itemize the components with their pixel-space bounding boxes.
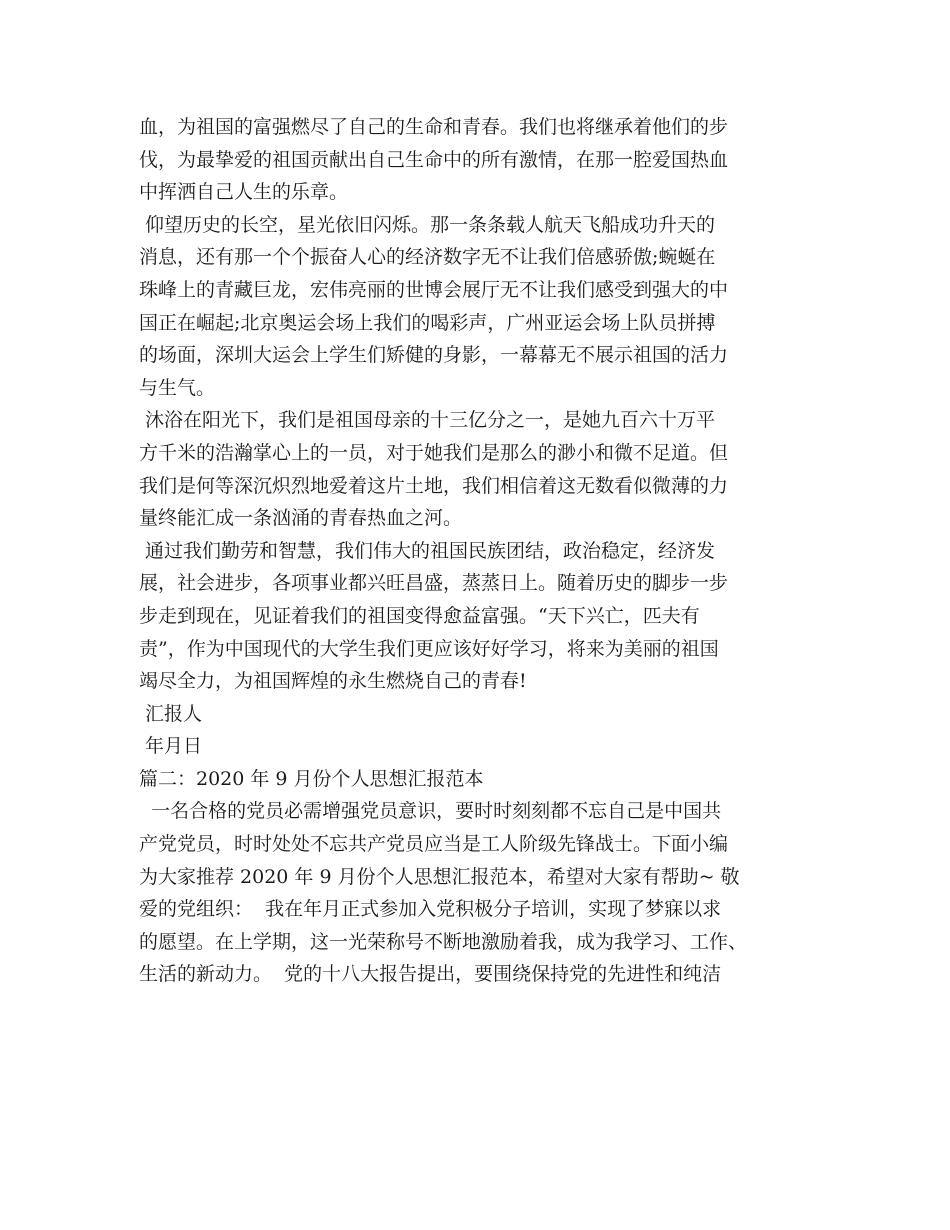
text-line: 的愿望。在上学期，这一光荣称号不断地激励着我，成为我学习、工作、 xyxy=(139,930,748,953)
date-label: 年月日 xyxy=(139,735,203,758)
text-line: 责”，作为中国现代的大学生我们更应该好好学习，将来为美丽的祖国 xyxy=(139,637,719,660)
signature-label: 汇报人 xyxy=(139,702,203,725)
text-line: 通过我们勤劳和智慧，我们伟大的祖国民族团结，政治稳定，经济发 xyxy=(139,539,716,562)
text-line: 中挥洒自己人生的乐章。 xyxy=(139,181,349,204)
text-line: 伐，为最挚爱的祖国贡献出自己生命中的所有激情，在那一腔爱国热血 xyxy=(139,148,729,171)
text-line: 国正在崛起;北京奥运会场上我们的喝彩声，广州亚运会场上队员拼搏 xyxy=(139,311,716,334)
text-line: 步走到现在，见证着我们的祖国变得愈益富强。“天下兴亡，匹夫有 xyxy=(139,604,700,627)
text-line: 量终能汇成一条汹涌的青春热血之河。 xyxy=(139,507,463,530)
text-line: 血，为祖国的富强燃尽了自己的生命和青春。我们也将继承着他们的步 xyxy=(139,116,729,138)
text-line: 我们是何等深沉炽烈地爱着这片土地，我们相信着这无数看似微薄的力 xyxy=(139,474,729,497)
document-body xyxy=(139,111,819,991)
text-line: 珠峰上的青藏巨龙，宏伟亮丽的世博会展厅无不让我们感受到强大的中 xyxy=(139,278,729,301)
text-line: 消息，还有那一个个振奋人心的经济数字无不让我们倍感骄傲;蜿蜒在 xyxy=(139,246,716,269)
text-line: 的场面，深圳大运会上学生们矫健的身影，一幕幕无不展示祖国的活力 xyxy=(139,344,729,367)
text-line: 一名合格的党员必需增强党员意识，要时时刻刻都不忘自己是中国共 xyxy=(139,800,722,823)
text-line: 为大家推荐 2020 年 9 月份个人思想汇报范本，希望对大家有帮助~ 敬 xyxy=(139,865,740,888)
text-line: 产党党员，时时处处不忘共产党员应当是工人阶级先锋战士。下面小编 xyxy=(139,833,729,856)
text-line: 生活的新动力。 党的十八大报告提出，要围绕保持党的先进性和纯洁 xyxy=(139,963,722,986)
text-line: 爱的党组织： 我在年月正式参加入党积极分子培训，实现了梦寐以求 xyxy=(139,898,722,921)
text-line: 仰望历史的长空，星光依旧闪烁。那一条条载人航天飞船成功升天的 xyxy=(139,213,716,236)
text-line: 沐浴在阳光下，我们是祖国母亲的十三亿分之一，是她九百六十万平 xyxy=(139,409,716,432)
text-line: 展，社会进步，各项事业都兴旺昌盛，蒸蒸日上。随着历史的脚步一步 xyxy=(139,572,729,595)
text-line: 与生气。 xyxy=(139,376,216,399)
section-heading: 篇二：2020 年 9 月份个人思想汇报范本 xyxy=(139,767,484,790)
text-line: 方千米的浩瀚掌心上的一员，对于她我们是那么的渺小和微不足道。但 xyxy=(139,441,729,464)
text-line: 竭尽全力，为祖国辉煌的永生燃烧自己的青春! xyxy=(139,670,527,693)
